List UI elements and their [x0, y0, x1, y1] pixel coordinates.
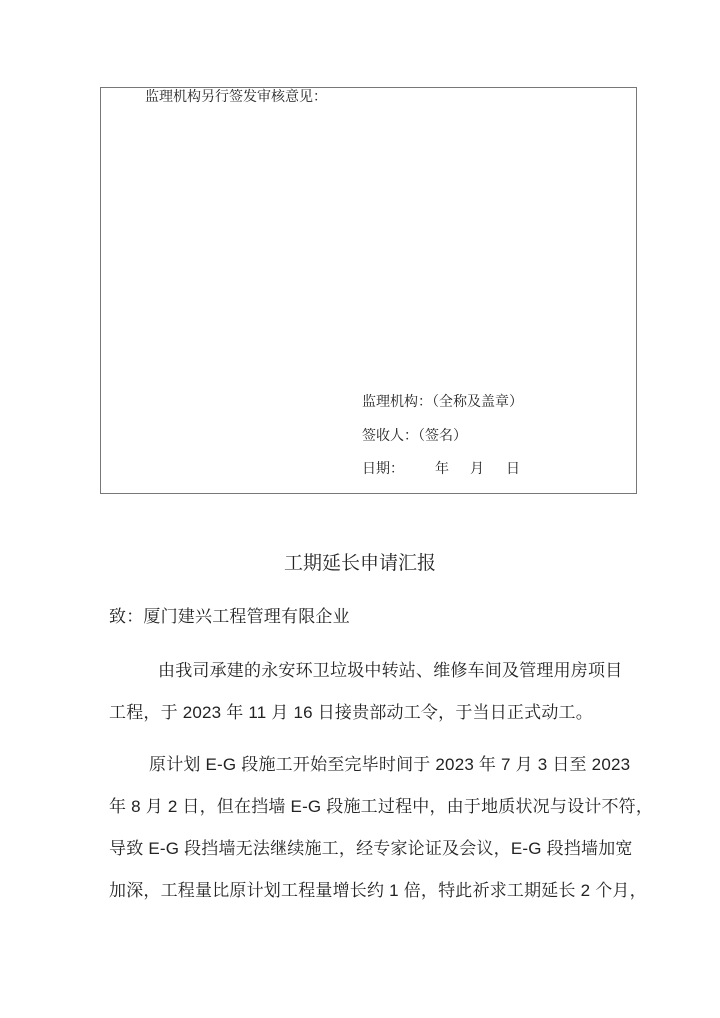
review-heading: 监理机构另行签发审核意见：	[145, 90, 327, 105]
paragraph2-line: 导致 E-G 段挡墙无法继续施工，经专家论证及会议，E-G 段挡墙加宽	[109, 839, 633, 858]
date-label: 日期：	[362, 462, 404, 477]
paragraph1-line: 由我司承建的永安环卫垃圾中转站、维修车间及管理用房项目	[158, 661, 623, 680]
paragraph2-line: 年 8 月 2 日，但在挡墙 E-G 段施工过程中，由于地质状况与设计不符，	[109, 797, 654, 816]
agency-signature-line: 监理机构：（全称及盖章）	[362, 395, 523, 410]
recipient: 致：厦门建兴工程管理有限企业	[109, 607, 350, 626]
paragraph2-line: 原计划 E-G 段施工开始至完毕时间于 2023 年 7 月 3 日至 2023	[149, 755, 631, 774]
report-title: 工期延长申请汇报	[283, 553, 436, 574]
date-year: 年	[435, 462, 449, 477]
date-day: 日	[506, 462, 520, 477]
paragraph1-line: 工程，于 2023 年 11 月 16 日接贵部动工令，于当日正式动工。	[109, 703, 593, 722]
paragraph2-line: 加深，工程量比原计划工程量增长约 1 倍，特此祈求工期延长 2 个月，	[109, 881, 647, 900]
date-month: 月	[470, 462, 484, 477]
signer-line: 签收人：（签名）	[362, 429, 467, 444]
